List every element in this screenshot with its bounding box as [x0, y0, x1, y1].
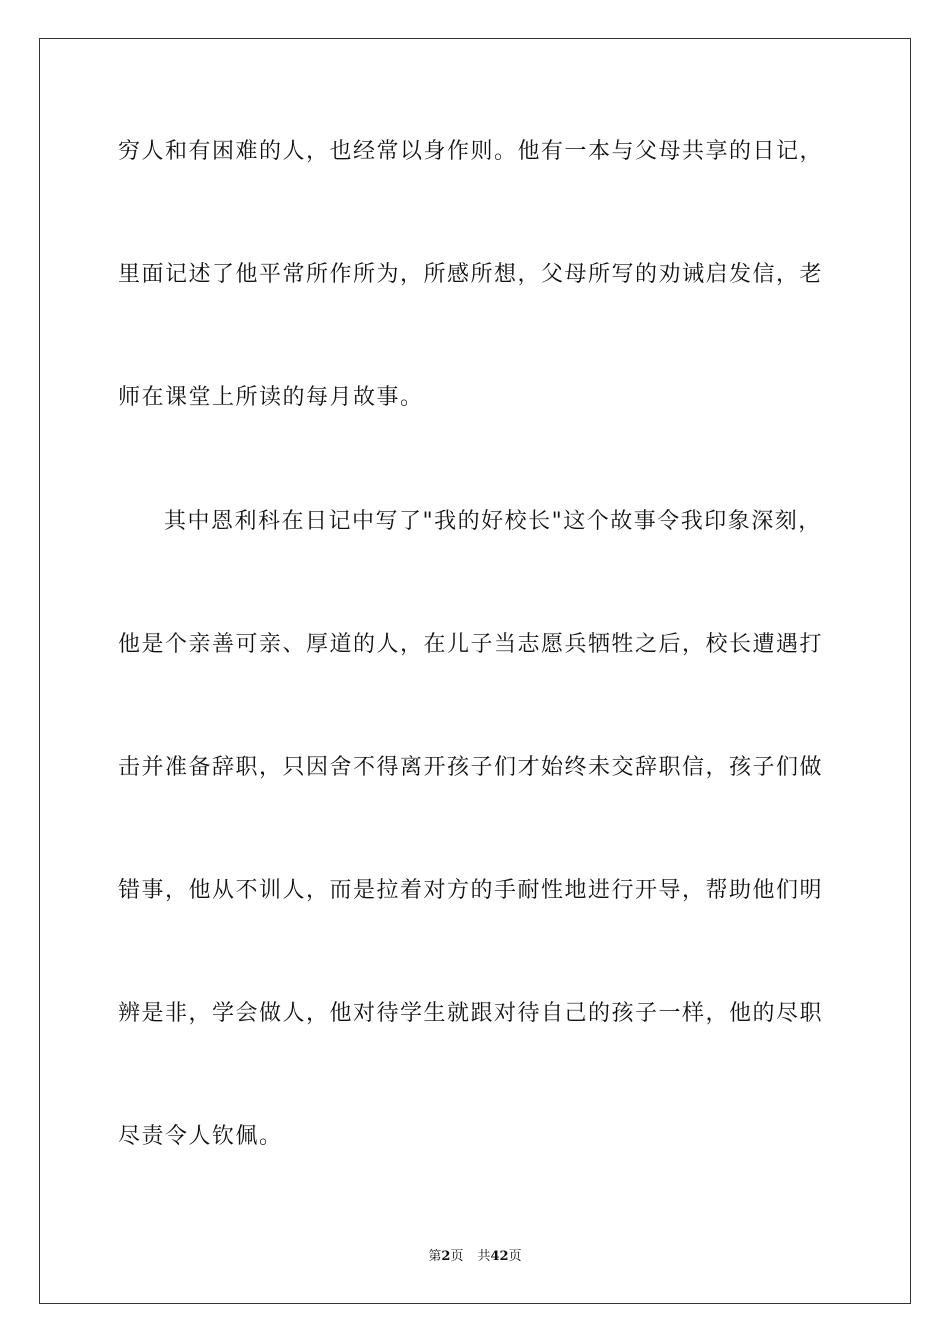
text-line: 辨是非，学会做人，他对待学生就跟对待自己的孩子一样，他的尽职 [118, 1001, 824, 1026]
text-line: 其中恩利科在日记中写了"我的好校长"这个故事令我印象深刻， [164, 509, 822, 534]
page-number: 2 [441, 1249, 451, 1264]
text-line: 师在课堂上所读的每月故事。 [118, 385, 424, 410]
total-prefix: 共 [477, 1249, 491, 1264]
total-suffix: 页 [508, 1249, 522, 1264]
page-prefix: 第 [428, 1249, 442, 1264]
page-border [39, 38, 911, 1304]
text-line: 错事，他从不训人，而是拉着对方的手耐性地进行开导，帮助他们明 [118, 878, 824, 903]
text-line: 尽责令人钦佩。 [118, 1124, 283, 1149]
page-footer [0, 1247, 950, 1267]
text-line: 他是个亲善可亲、厚道的人，在儿子当志愿兵牺牲之后，校长遭遇打 [118, 632, 824, 657]
text-line: 穷人和有困难的人，也经常以身作则。他有一本与父母共享的日记， [118, 139, 824, 164]
total-pages: 42 [490, 1249, 509, 1264]
text-line: 里面记述了他平常所作所为，所感所想，父母所写的劝诫启发信，老 [118, 262, 824, 287]
page-suffix: 页 [450, 1249, 464, 1264]
text-line: 击并准备辞职，只因舍不得离开孩子们才始终未交辞职信，孩子们做 [118, 755, 824, 780]
